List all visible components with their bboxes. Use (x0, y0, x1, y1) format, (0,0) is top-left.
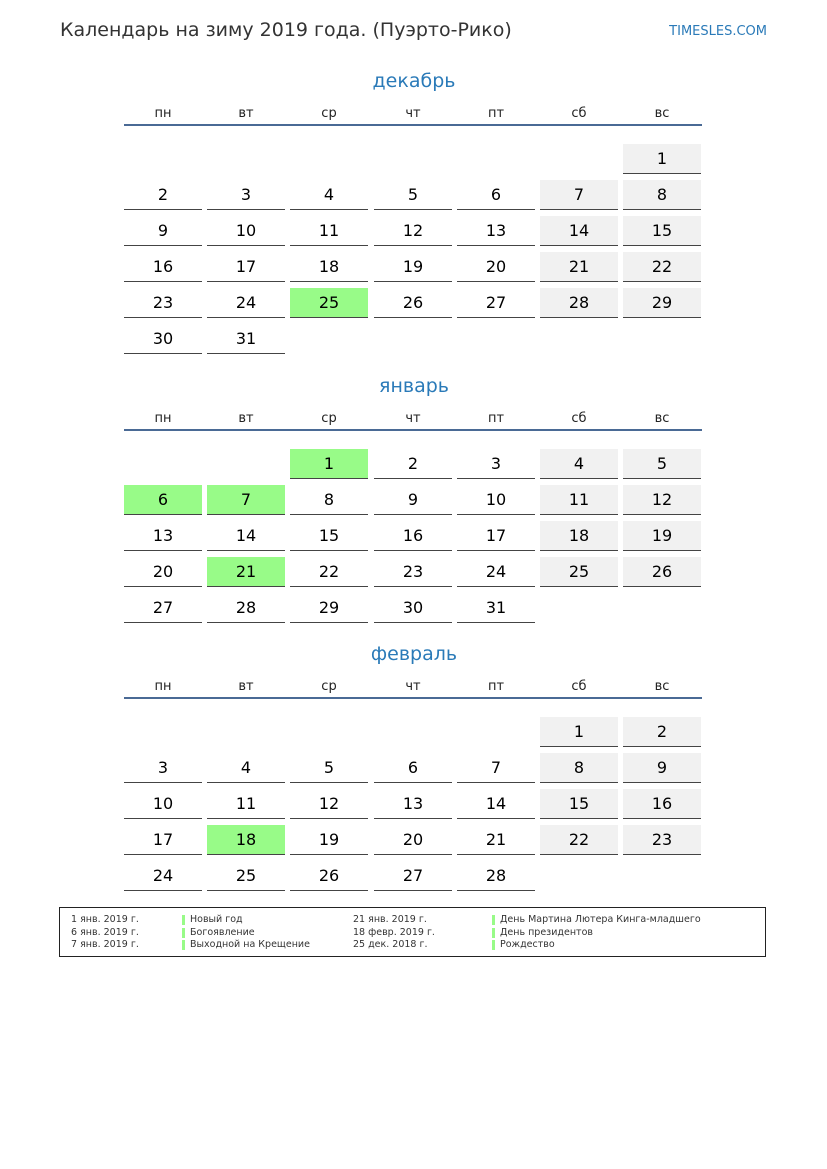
day-cell: 5 (374, 180, 452, 210)
day-cell: 29 (290, 593, 368, 623)
day-cell: 30 (124, 324, 202, 354)
legend-date: 21 янв. 2019 г. (353, 914, 427, 925)
day-cell: 17 (124, 825, 202, 855)
weekday-label: вт (238, 679, 254, 694)
day-cell: 16 (374, 521, 452, 551)
day-cell: 27 (124, 593, 202, 623)
day-cell: 19 (290, 825, 368, 855)
day-cell: 1 (623, 144, 701, 174)
month-name: январь (379, 375, 449, 397)
day-cell: 31 (457, 593, 535, 623)
day-cell: 7 (457, 753, 535, 783)
weekday-label: сб (571, 106, 587, 121)
day-cell: 7 (540, 180, 618, 210)
holiday-day-cell: 7 (207, 485, 285, 515)
day-cell: 21 (457, 825, 535, 855)
day-cell: 21 (540, 252, 618, 282)
day-cell: 3 (207, 180, 285, 210)
day-cell: 25 (540, 557, 618, 587)
holiday-day-cell: 1 (290, 449, 368, 479)
day-cell: 16 (623, 789, 701, 819)
header-rule (124, 124, 702, 126)
day-cell: 20 (374, 825, 452, 855)
day-cell: 9 (124, 216, 202, 246)
day-cell: 28 (207, 593, 285, 623)
legend-color-marker (182, 915, 185, 925)
day-cell: 11 (207, 789, 285, 819)
day-cell: 11 (290, 216, 368, 246)
day-cell: 31 (207, 324, 285, 354)
day-cell: 22 (290, 557, 368, 587)
header-rule (124, 429, 702, 431)
day-cell: 4 (540, 449, 618, 479)
weekday-label: пт (487, 679, 505, 694)
day-cell: 22 (623, 252, 701, 282)
month-name: декабрь (372, 70, 456, 92)
day-cell: 6 (374, 753, 452, 783)
legend-date: 7 янв. 2019 г. (71, 939, 139, 950)
day-cell: 20 (457, 252, 535, 282)
legend-color-marker (492, 928, 495, 938)
day-cell: 5 (290, 753, 368, 783)
weekday-label: пн (154, 679, 172, 694)
day-cell: 12 (290, 789, 368, 819)
day-cell: 30 (374, 593, 452, 623)
day-cell: 14 (457, 789, 535, 819)
day-cell: 14 (207, 521, 285, 551)
weekday-label: вт (238, 411, 254, 426)
day-cell: 19 (623, 521, 701, 551)
legend-date: 25 дек. 2018 г. (353, 939, 428, 950)
day-cell: 12 (623, 485, 701, 515)
day-cell: 4 (290, 180, 368, 210)
legend-date: 6 янв. 2019 г. (71, 926, 139, 938)
day-cell: 10 (207, 216, 285, 246)
day-cell: 13 (374, 789, 452, 819)
site-link[interactable]: TIMESLES.COM (669, 24, 767, 39)
day-cell: 15 (623, 216, 701, 246)
day-cell: 13 (124, 521, 202, 551)
day-cell: 23 (124, 288, 202, 318)
weekday-label: ср (321, 679, 337, 694)
day-cell: 8 (540, 753, 618, 783)
legend-color-marker (182, 928, 185, 938)
weekday-label: пн (154, 106, 172, 121)
legend-holiday-name: Выходной на Крещение (190, 939, 310, 950)
day-cell: 24 (124, 861, 202, 891)
day-cell: 28 (457, 861, 535, 891)
day-cell: 6 (457, 180, 535, 210)
day-cell: 17 (207, 252, 285, 282)
legend-color-marker (492, 940, 495, 950)
weekday-label: пн (154, 411, 172, 426)
legend-holiday-name: Рождество (500, 939, 555, 950)
header-rule (124, 697, 702, 699)
day-cell: 26 (290, 861, 368, 891)
weekday-label: сб (571, 679, 587, 694)
day-cell: 18 (540, 521, 618, 551)
legend-color-marker (492, 915, 495, 925)
legend-holiday-name: День Мартина Лютера Кинга-младшего (500, 914, 701, 925)
day-cell: 1 (540, 717, 618, 747)
legend-date: 18 февр. 2019 г. (353, 926, 435, 938)
day-cell: 26 (623, 557, 701, 587)
day-cell: 9 (623, 753, 701, 783)
weekday-label: чт (405, 106, 421, 121)
day-cell: 17 (457, 521, 535, 551)
legend-holiday-name: Новый год (190, 914, 243, 925)
day-cell: 24 (207, 288, 285, 318)
day-cell: 25 (207, 861, 285, 891)
day-cell: 19 (374, 252, 452, 282)
day-cell: 10 (457, 485, 535, 515)
day-cell: 2 (374, 449, 452, 479)
weekday-label: вс (654, 679, 670, 694)
weekday-label: пт (487, 411, 505, 426)
page-title: Календарь на зиму 2019 года. (Пуэрто-Рико) (60, 19, 512, 41)
day-cell: 23 (374, 557, 452, 587)
holiday-day-cell: 25 (290, 288, 368, 318)
day-cell: 15 (290, 521, 368, 551)
day-cell: 4 (207, 753, 285, 783)
day-cell: 3 (124, 753, 202, 783)
legend-color-marker (182, 940, 185, 950)
holiday-day-cell: 21 (207, 557, 285, 587)
weekday-label: вс (654, 106, 670, 121)
day-cell: 15 (540, 789, 618, 819)
holiday-day-cell: 6 (124, 485, 202, 515)
day-cell: 11 (540, 485, 618, 515)
day-cell: 22 (540, 825, 618, 855)
weekday-label: вт (238, 106, 254, 121)
weekday-label: ср (321, 106, 337, 121)
legend-date: 1 янв. 2019 г. (71, 914, 139, 925)
day-cell: 27 (457, 288, 535, 318)
day-cell: 10 (124, 789, 202, 819)
weekday-label: чт (405, 411, 421, 426)
legend-holiday-name: День президентов (500, 926, 593, 938)
day-cell: 26 (374, 288, 452, 318)
weekday-label: чт (405, 679, 421, 694)
weekday-label: ср (321, 411, 337, 426)
day-cell: 5 (623, 449, 701, 479)
day-cell: 16 (124, 252, 202, 282)
day-cell: 14 (540, 216, 618, 246)
weekday-label: вс (654, 411, 670, 426)
day-cell: 28 (540, 288, 618, 318)
day-cell: 12 (374, 216, 452, 246)
day-cell: 9 (374, 485, 452, 515)
holiday-legend (59, 907, 766, 957)
day-cell: 20 (124, 557, 202, 587)
holiday-day-cell: 18 (207, 825, 285, 855)
legend-holiday-name: Богоявление (190, 926, 255, 938)
weekday-label: пт (487, 106, 505, 121)
month-name: февраль (370, 643, 458, 665)
weekday-label: сб (571, 411, 587, 426)
day-cell: 2 (623, 717, 701, 747)
day-cell: 29 (623, 288, 701, 318)
day-cell: 27 (374, 861, 452, 891)
day-cell: 2 (124, 180, 202, 210)
day-cell: 23 (623, 825, 701, 855)
day-cell: 18 (290, 252, 368, 282)
day-cell: 8 (623, 180, 701, 210)
day-cell: 24 (457, 557, 535, 587)
day-cell: 13 (457, 216, 535, 246)
day-cell: 8 (290, 485, 368, 515)
day-cell: 3 (457, 449, 535, 479)
